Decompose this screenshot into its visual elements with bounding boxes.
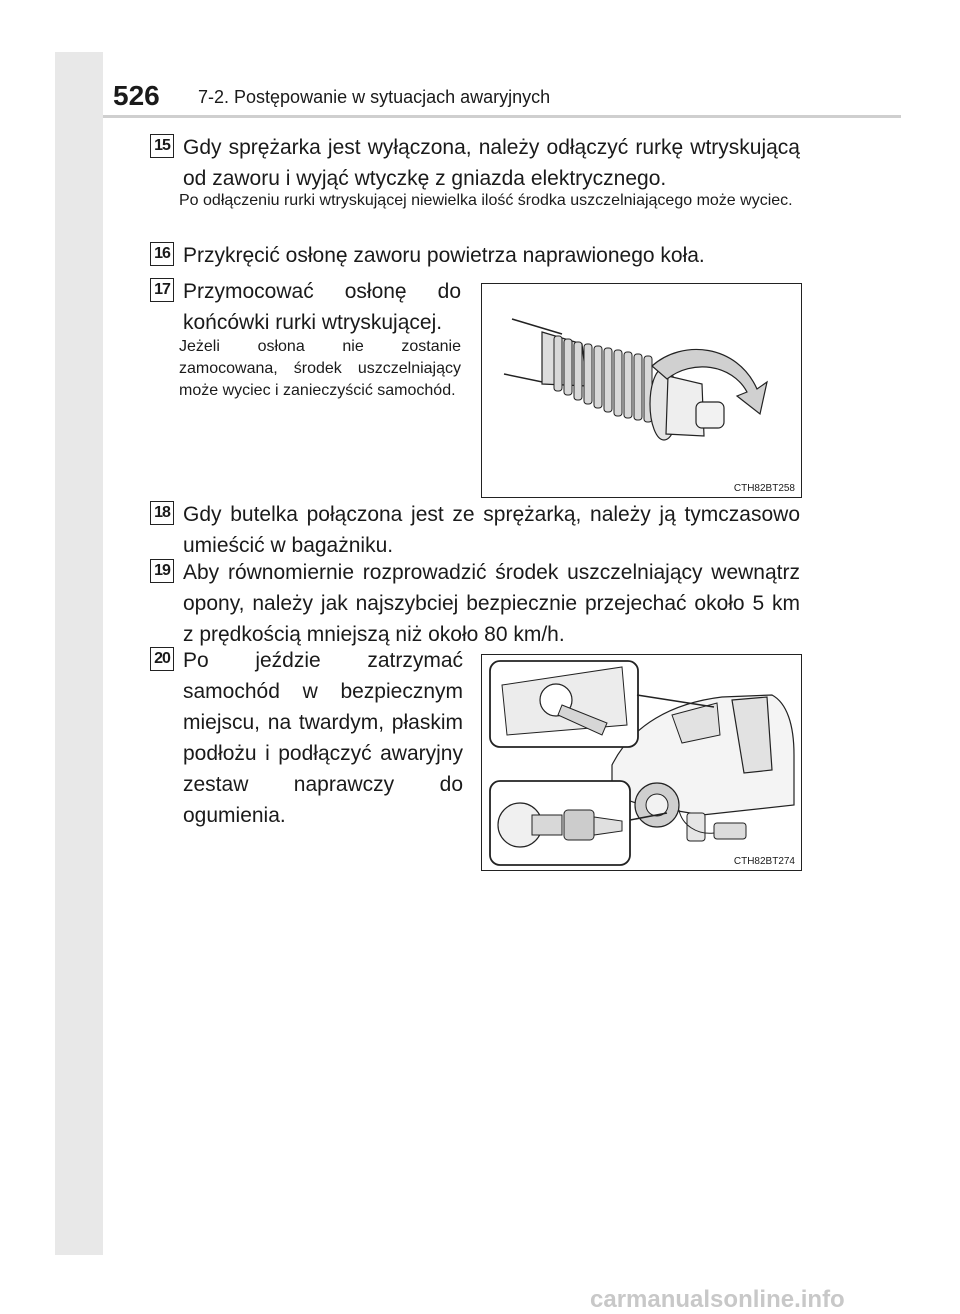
step-number-badge: 20 <box>150 647 174 671</box>
step-text: Przykręcić osłonę zaworu powietrza naprawionego koła. <box>183 244 705 267</box>
step-text: Gdy sprężarka jest wyłączona, należy odłączyć rurkę wtryskującą od zaworu i wyjąć wtyczkę z gniazda elektrycznego. <box>183 136 800 190</box>
step-text: Aby równomiernie rozprowadzić środek uszczelniający wewnątrz opony, należy jak najszybciej bezpiecznie przejechać około 5 km z prędkością mniejszą niż około 80 km/h. <box>183 561 800 646</box>
step-text: Przymocować osłonę do końcówki rurki wtryskującej. <box>183 280 461 334</box>
side-margin-bar <box>55 52 103 1255</box>
section-title: 7-2. Postępowanie w sytuacjach awaryjnych <box>198 87 551 107</box>
header-divider <box>103 115 901 118</box>
step-number-badge: 18 <box>150 501 174 525</box>
step-note: Jeżeli osłona nie zostanie zamocowana, środek uszczelniający może wyciec i zanieczyścić samochód. <box>179 338 461 399</box>
step-number-badge: 19 <box>150 559 174 583</box>
hose-cap-illustration <box>482 284 801 497</box>
step-note: Po odłączeniu rurki wtryskującej niewielka ilość środka uszczelniającego może wyciec. <box>179 192 793 209</box>
watermark: carmanualsonline.info <box>590 1286 845 1313</box>
step-number-badge: 16 <box>150 242 174 266</box>
figure-repair-kit-connection <box>481 654 802 871</box>
step-number-badge: 17 <box>150 278 174 302</box>
car-repair-kit-illustration <box>482 655 801 870</box>
step-number-badge: 15 <box>150 134 174 158</box>
figure-cap-attach <box>481 283 802 498</box>
figure-code: CTH82BT258 <box>733 483 795 494</box>
step-text: Gdy butelka połączona jest ze sprężarką, należy ją tymczasowo umieścić w bagażniku. <box>183 503 800 557</box>
page-header <box>113 80 903 116</box>
figure-code: CTH82BT274 <box>733 856 795 867</box>
page-number: 526 <box>113 80 160 111</box>
step-text: Po jeździe zatrzymać samochód w bezpiecznym miejscu, na twardym, płaskim podłożu i podłączyć awaryjny zestaw naprawczy do ogumienia. <box>183 649 463 827</box>
